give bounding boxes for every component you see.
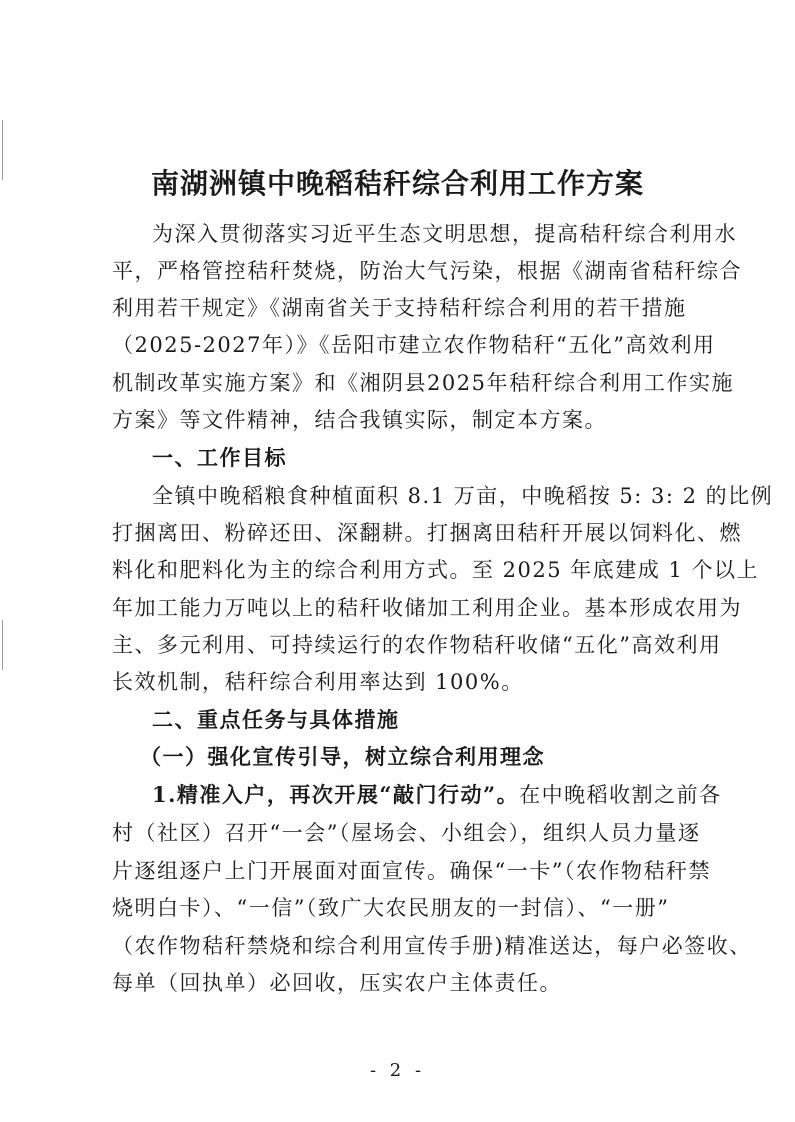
paragraph-line: 方案》等文件精神，结合我镇实际，制定本方案。 bbox=[112, 408, 607, 432]
paragraph-line: 每单（回执单）必回收，压实农户主体责任。 bbox=[112, 971, 562, 995]
item-text: 在中晚稻收割之前各 bbox=[519, 783, 722, 807]
paragraph-line bbox=[152, 780, 722, 810]
item-heading: 1.精准入户，再次开展“敲门行动”。 bbox=[152, 782, 520, 807]
subsection-heading: （一）强化宣传引导，树立综合利用理念 bbox=[140, 744, 545, 769]
paragraph-line: 为深入贯彻落实习近平生态文明思想，提高秸秆综合利用水 bbox=[152, 222, 737, 246]
paragraph-line: 料化和肥料化为主的综合利用方式。至 2025 年底建成 1 个以上 bbox=[112, 558, 760, 582]
paragraph-line: （农作物秸秆禁烧和综合利用宣传手册)精准送达，每户必签收、 bbox=[112, 934, 752, 958]
paragraph-line: 年加工能力万吨以上的秸秆收储加工利用企业。基本形成农用为 bbox=[112, 596, 742, 620]
paragraph-line: 主、多元利用、可持续运行的农作物秸秆收储“五化”高效利用 bbox=[112, 633, 722, 657]
paragraph-line: 利用若干规定》《湖南省关于支持秸秆综合利用的若干措施 bbox=[112, 296, 687, 320]
paragraph-line: 村（社区）召开“一会”（屋场会、小组会），组织人员力量逐 bbox=[112, 821, 701, 845]
section-heading: 一、工作目标 bbox=[152, 446, 287, 470]
paragraph-line: 长效机制，秸秆综合利用率达到 100%。 bbox=[112, 670, 524, 694]
paragraph-line: 全镇中晚稻粮食种植面积 8.1 万亩，中晚稻按 5: 3: 2 的比例 bbox=[152, 484, 774, 508]
paragraph-line: （2025-2027年）》《岳阳市建立农作物秸秆“五化”高效利用 bbox=[112, 333, 716, 357]
document-title: 南湖洲镇中晚稻秸秆综合利用工作方案 bbox=[150, 167, 644, 200]
paragraph-line: 平，严格管控秸秆焚烧，防治大气污染，根据《湖南省秸秆综合 bbox=[112, 259, 742, 283]
paragraph-line: 烧明白卡）、“一信”（致广大农民朋友的一封信）、“一册” bbox=[112, 896, 670, 920]
paragraph-line: 片逐组逐户上门开展面对面宣传。确保“一卡”（农作物秸秆禁 bbox=[112, 859, 711, 883]
paragraph-line: 机制改革实施方案》和《湘阴县2025年秸秆综合利用工作实施 bbox=[112, 371, 734, 395]
paragraph-line: 打捆离田、粉碎还田、深翻耕。打捆离田秸秆开展以饲料化、燃 bbox=[112, 521, 742, 545]
scan-edge-mark bbox=[2, 620, 3, 670]
page-number: - 2 - bbox=[369, 1060, 426, 1081]
section-heading: 二、重点任务与具体措施 bbox=[152, 708, 400, 732]
